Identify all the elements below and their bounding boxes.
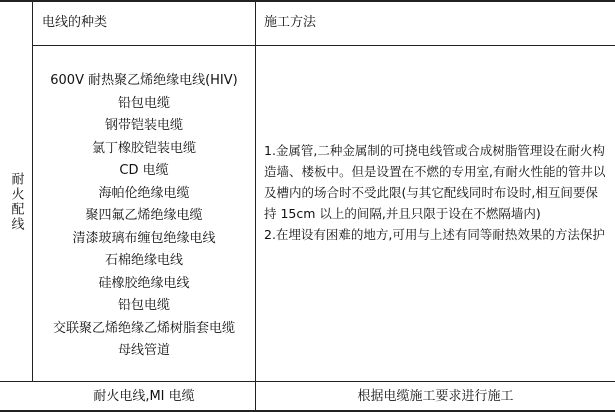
method-paragraph-1: 1.金属管,二种金属制的可挠电线管或合成树脂管理设在耐火构造墙、楼板中。但是设置在不燃的专用室,有耐火性能的管井以及槽内的场合时不受此限(与其它配线同时布设时,相互间要保持 15cm 以上的间隔,并且只限于设在不燃隔墙内)	[264, 143, 606, 221]
method-paragraph-2: 2.在埋设有困难的地方,可用与上述有同等耐热效果的方法保护	[264, 227, 605, 242]
table-top-border	[0, 0, 615, 2]
list-item: 聚四氟乙烯绝缘电缆	[85, 208, 203, 223]
list-item: 铅包电缆	[117, 298, 170, 313]
list-item: 清漆玻璃布缠包绝缘电线	[72, 230, 216, 246]
footer-construction-method: 根据电缆施工要求进行施工	[357, 389, 514, 404]
fire-resistant-wiring-label: 耐火配线	[8, 172, 24, 232]
header-bottom-border	[32, 45, 615, 46]
list-item: 氯丁橡胶铠装电缆	[91, 140, 196, 156]
header-wire-type: 电线的种类	[42, 15, 108, 30]
list-item: 铅包电缆	[117, 95, 170, 111]
middle-column-divider	[255, 0, 256, 412]
list-item: 钢带铠装电缆	[104, 118, 183, 133]
wire-type-list	[33, 70, 255, 363]
list-item: 海帕伦绝缘电缆	[98, 185, 190, 201]
footer-wire-type: 耐火电线,MI 电缆	[93, 389, 195, 404]
footer-top-border	[0, 381, 615, 382]
list-item: 石棉绝缘电线	[104, 253, 183, 268]
list-item: CD 电缆	[119, 163, 169, 178]
construction-method-text	[264, 140, 609, 245]
list-item: 母线管道	[117, 343, 170, 358]
list-item: 600V 耐热聚乙烯绝缘电线(HIV)	[50, 73, 238, 88]
header-construction-method: 施工方法	[264, 15, 317, 30]
list-item: 硅橡胶绝缘电线	[98, 275, 190, 291]
list-item: 交联聚乙烯绝缘乙烯树脂套电缆	[52, 320, 235, 336]
